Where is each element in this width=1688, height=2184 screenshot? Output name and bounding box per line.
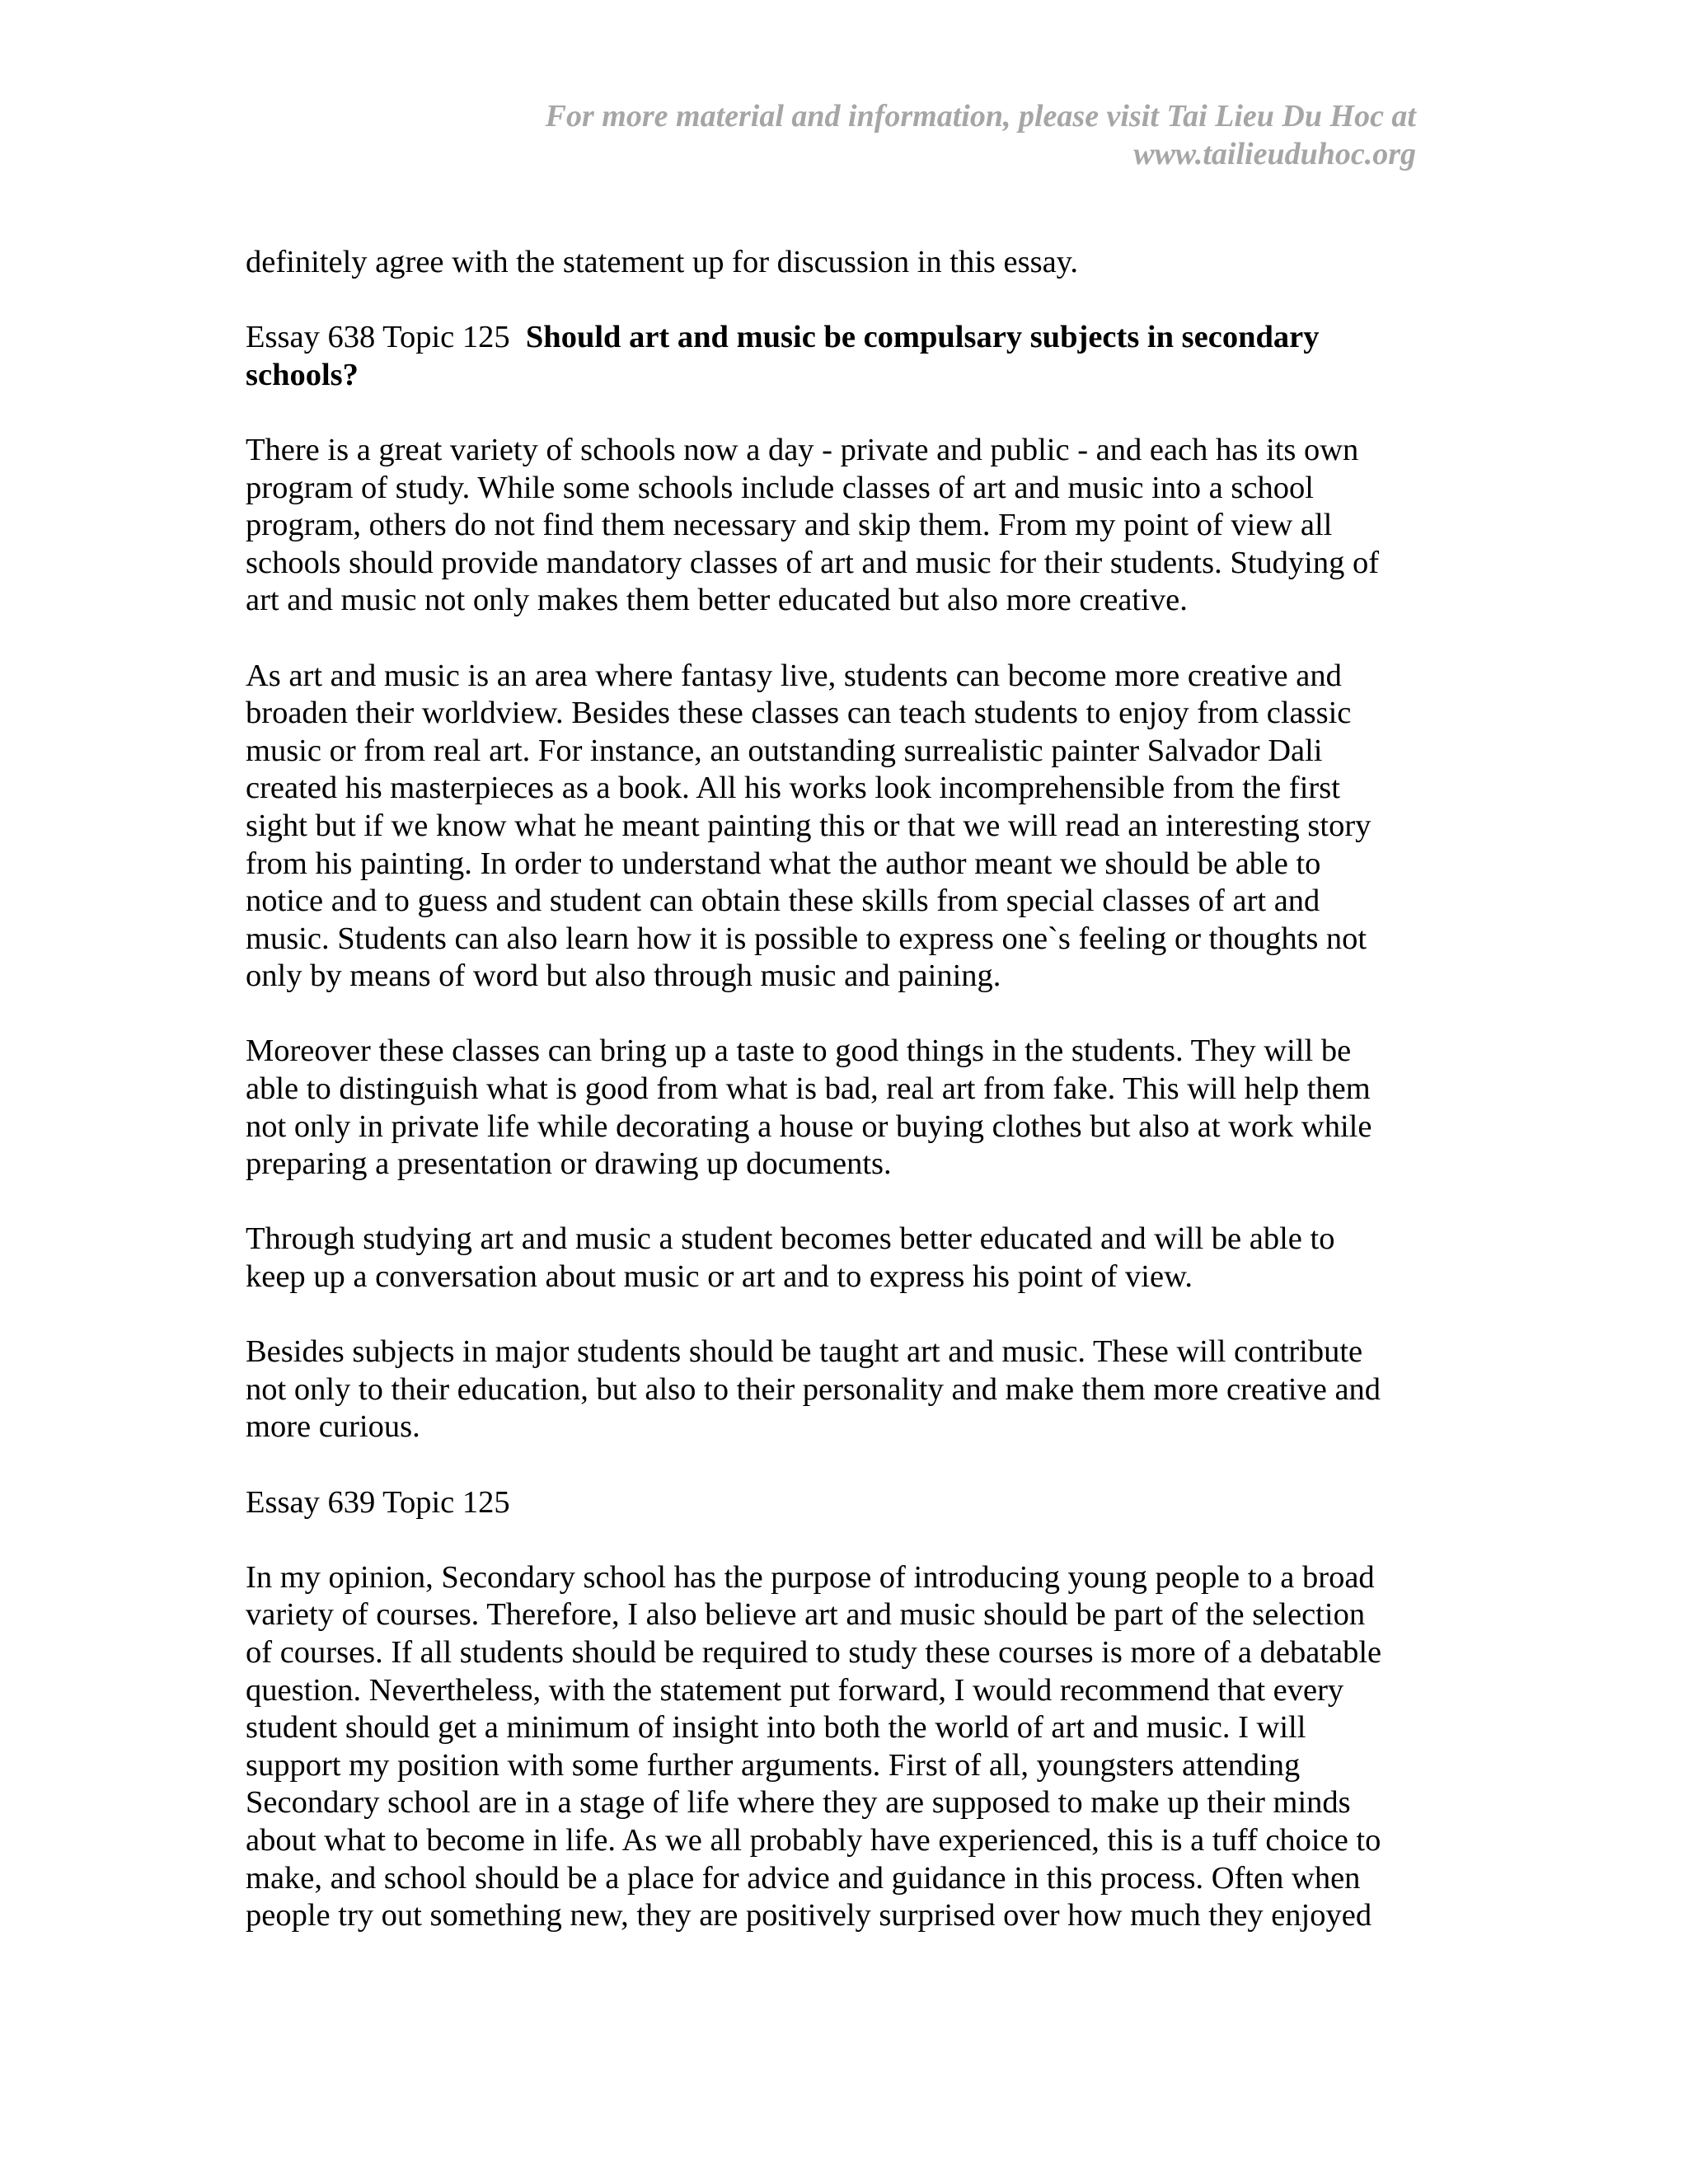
text-line: about what to become in life. As we all probably have experienced, this is a tuff choice to (246, 1822, 1381, 1858)
paragraph (246, 1033, 1449, 1183)
text-line: notice and to guess and student can obtain these skills from special classes of art and (246, 883, 1320, 919)
essay-heading-line-1 (246, 319, 1449, 357)
text-line: In my opinion, Secondary school has the purpose of introducing young people to a broad (246, 1559, 1375, 1595)
header-line-1: For more material and information, please visit Tai Lieu Du Hoc at (545, 99, 1416, 134)
text-line: As art and music is an area where fantasy live, students can become more creative and (246, 658, 1342, 693)
text-line: created his masterpieces as a book. All his works look incomprehensible from the first (246, 771, 1340, 806)
text-line: broaden their worldview. Besides these classes can teach students to enjoy from classic (246, 696, 1352, 731)
text-line: keep up a conversation about music or art and to express his point of view. (246, 1259, 1193, 1295)
essay-639-heading (246, 1484, 1449, 1522)
essay-title-line-2: schools? (246, 357, 359, 392)
text-line: from his painting. In order to understand what the author meant we should be able to (246, 846, 1321, 881)
text-line: make, and school should be a place for advice and guidance in this process. Often when (246, 1860, 1361, 1896)
essay-title: Should art and music be compulsary subjects in secondary (525, 320, 1320, 355)
document-body (246, 244, 1449, 1972)
essay-label: Essay 638 Topic 125 (246, 320, 510, 355)
text-line: program, others do not find them necessary and skip them. From my point of view all (246, 508, 1333, 543)
text-line: of courses. If all students should be required to study these courses is more of a debatable (246, 1634, 1382, 1670)
essay-638-heading (246, 319, 1449, 394)
text-line: There is a great variety of schools now a day - private and public - and each has its own (246, 432, 1359, 467)
text-line: Moreover these classes can bring up a taste to good things in the students. They will be (246, 1033, 1352, 1069)
text-line: support my position with some further arguments. First of all, youngsters attending (246, 1747, 1301, 1783)
paragraph (246, 1221, 1449, 1296)
text-line: not only to their education, but also to their personality and make them more creative and (246, 1371, 1381, 1407)
text-line: student should get a minimum of insight into both the world of art and music. I will (246, 1710, 1306, 1746)
text-line: able to distinguish what is good from what is bad, real art from fake. This will help them (246, 1071, 1371, 1107)
site-header-note (427, 97, 1416, 173)
text-line: preparing a presentation or drawing up documents. (246, 1146, 892, 1182)
text-line: schools should provide mandatory classes of art and music for their students. Studying of (246, 545, 1380, 580)
text-line: Besides subjects in major students should be taught art and music. These will contribute (246, 1334, 1363, 1370)
paragraph (246, 1559, 1449, 1935)
text-line: Secondary school are in a stage of life where they are supposed to make up their minds (246, 1785, 1351, 1821)
essay-label: Essay 639 Topic 125 (246, 1484, 510, 1520)
text-line: not only in private life while decorating a house or buying clothes but also at work while (246, 1108, 1372, 1144)
text-line: variety of courses. Therefore, I also believe art and music should be part of the selection (246, 1597, 1366, 1633)
text-line: definitely agree with the statement up for discussion in this essay. (246, 245, 1079, 279)
text-line: more curious. (246, 1409, 420, 1445)
text-line: people try out something new, they are positively surprised over how much they enjoyed (246, 1898, 1372, 1933)
text-line: art and music not only makes them better educated but also more creative. (246, 583, 1188, 618)
paragraph (246, 432, 1449, 620)
header-line-2: www.tailieuduhoc.org (1133, 137, 1416, 171)
text-line: music or from real art. For instance, an outstanding surrealistic painter Salvador Dali (246, 733, 1323, 768)
paragraph (246, 658, 1449, 996)
text-line: Through studying art and music a student becomes better educated and will be able to (246, 1221, 1335, 1257)
text-line: only by means of word but also through music and paining. (246, 958, 1001, 994)
text-line: program of study. While some schools include classes of art and music into a school (246, 470, 1314, 505)
text-line: sight but if we know what he meant painting this or that we will read an interesting story (246, 808, 1372, 843)
paragraph-intro-end (246, 244, 1449, 282)
text-line: music. Students can also learn how it is possible to express one`s feeling or thoughts not (246, 921, 1367, 956)
paragraph (246, 1333, 1449, 1446)
text-line: question. Nevertheless, with the statement put forward, I would recommend that every (246, 1672, 1344, 1708)
